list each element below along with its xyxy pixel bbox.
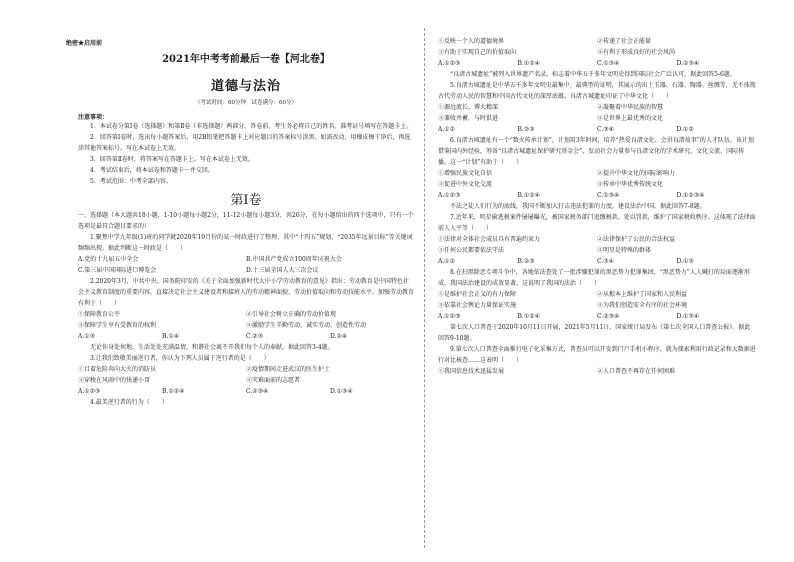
- statement-item: ④明星是特殊的群体: [597, 247, 652, 254]
- statement-item: ①我国信息技术迅猛发展: [438, 368, 505, 375]
- section-title: 第Ⅰ卷: [230, 193, 262, 208]
- statement-item: ②凝聚着中华民族的智慧: [597, 104, 664, 111]
- statement-item: ②法律保护了公民的合法权益: [597, 236, 676, 243]
- answer-list: [78, 386, 414, 397]
- left-column: [78, 36, 414, 408]
- option: B.中国共产党成立100周年庆祝大会: [246, 256, 342, 263]
- answer-option: C.②③④: [597, 313, 620, 320]
- statement-item: ②人口普查不再存在任何困难: [597, 368, 676, 375]
- statement-item: ④灾难面前的志愿者: [246, 377, 301, 384]
- statement-item: ④传承中华优秀传统文化: [597, 181, 664, 188]
- statement-item: ④激励学生辛勤劳动、诚实劳动、创造性劳动: [246, 322, 367, 329]
- subject-title: 道德与法治: [210, 79, 281, 94]
- statement-item: ③促进中外文化交流: [438, 181, 493, 188]
- answer-option: B.①②④: [517, 192, 540, 199]
- answer-option: C.②③: [246, 333, 264, 340]
- answer-option: C.①③④: [597, 192, 620, 199]
- answer-option: A.①③: [78, 333, 95, 340]
- answer-option: D.②③④: [676, 60, 700, 67]
- answer-option: A.①②: [438, 258, 455, 265]
- option: D.十三届全国人大三次会议: [246, 267, 319, 274]
- statement-item: ①保障教育公平: [78, 311, 121, 318]
- note-item: 4．考试结束后，将本试卷和答题卡一并交回。: [90, 167, 214, 174]
- statement-item: ③穿梭在风雨中的快递小哥: [78, 377, 151, 384]
- section-instruction: 一、选择题（本大题共18小题，1-10小题每小题2分，11-12小题每小题3分，共26分，在每小题给出的四个选项中，只有一个选项是最符合题目要求的）: [78, 212, 414, 230]
- statement-item: ③保障学生享有受教育的权利: [78, 322, 157, 329]
- statement-item: ①目着危险奔向大火的消防员: [78, 366, 157, 373]
- answer-option: C.③④: [597, 258, 615, 265]
- question-stem: 5.良渚古城遗址是中华五千多年文明史最集中、最典型的证明，其展示的出土玉器、石器、陶器、丝绸等，无不体现古代劳动人民的智慧和中国古代文化的深厚底蕴。良渚古城遗址印证了中华文化（ ）: [438, 82, 756, 100]
- answer-option: D.①③④: [676, 313, 700, 320]
- statement-item: ②引导社会树立正确的劳动价值观: [246, 311, 337, 318]
- item-list: [438, 168, 756, 190]
- item-list: [438, 366, 756, 377]
- answer-option: D.①②③④: [676, 192, 705, 199]
- question-stem: 1.聚焦中学九年级(1)班的同学就2020年10月份的某一时政进行了整理，其中“十四五”规划、“2035年远景目标”等关键词频频出现。据此判断这一时政是（ ）: [78, 234, 413, 252]
- item-list: [78, 309, 414, 331]
- statement-item: ②提升中华文化的国际影响力: [597, 170, 676, 177]
- question-stem: 9.第七次人口普查全面推行电子化采集方式，普查员可以开发到门户手机小程序，就为探索利用行政记录和大数据进行对比核查……这表明（ ）: [438, 346, 756, 364]
- answer-option: B.①②④: [517, 60, 540, 67]
- answer-option: A.①②③: [438, 313, 461, 320]
- answer-list: [438, 190, 756, 201]
- column-divider: [424, 28, 425, 548]
- answer-option: B.②③: [517, 126, 535, 133]
- statement-item: ②传递了社会正能量: [597, 38, 652, 45]
- statement-item: ③兼收并蓄，与时俱进: [438, 115, 499, 122]
- question-stem: 8.在扫黑除恶专项斗争中，各地依法查处了一批涉嫌犯罪的黑恶势力犯罪集团，“黑恶势力”人人喊打的局面逐渐形成，我国法治建设的成效显著，这说明了我国的法治（ ）: [438, 269, 750, 287]
- answer-option: B.②③: [517, 258, 535, 265]
- exam-title: 2021年中考考前最后一卷【河北卷】: [162, 54, 330, 65]
- right-column: [438, 36, 756, 377]
- answer-option: B.①④: [162, 333, 180, 340]
- note-item: 2．回答第Ⅰ卷时，选出每小题答案后，用2B铅笔把答题卡上对应题目的答案标号涂黑。如需改动，用橡皮擦干净后，再选涂其他答案标号。写在本试卷上无效。: [78, 134, 411, 152]
- question-stem: 3.让我们致敬美丽逆行者，你认为下列人员属于逆行者的是（ ）: [90, 355, 270, 362]
- answer-list: [438, 256, 756, 267]
- question-stem: 6.良渚古城遗址有一个“数火传承计划”，计划用3年时间，培养“热爱良渚文化、会讲良渚故事”的人才队伍。该计划借鉴国内外经验，筹备“良渚古城遗址保护研究基金会”，发动社会力量参与良渚文化的学术研究、文化交流、国际传播。这一“计划”有助于（ ）: [438, 137, 754, 166]
- item-list: [78, 364, 414, 386]
- question-stem: 2.2020年3月，中共中央、国务院印发的《关于全面加强新时代大中小学劳动教育的意见》指出：劳动教育是中国特色社会主义教育制度的重要内容，直接决定社会主义建设者和接班人的劳动精神面貌、劳动价值取向和劳动技能水平。加强劳动教育有利于（ ）: [78, 278, 415, 307]
- statement-item: ①反映一个人的道德境界: [438, 38, 505, 45]
- statement-item: ④有利于形成良好的社会风尚: [597, 49, 676, 56]
- statement-item: ①增强民族文化自信: [438, 170, 493, 177]
- statement-item: ①是维护社会正义的有力保障: [438, 291, 517, 298]
- answer-option: D.①②: [676, 126, 694, 133]
- exam-info: （考试时间：60分钟 试卷满分：60分）: [195, 100, 297, 106]
- statement-item: ②疫情期间走进武汉的医生护士: [246, 366, 331, 373]
- answer-option: A.①②③: [78, 388, 101, 395]
- answer-option: D.②④: [330, 333, 348, 340]
- answer-list: [78, 331, 414, 342]
- option: C.第三届中国国际进口博览会: [78, 267, 157, 274]
- statement-item: ④为我们创造安全有序的社会环境: [597, 302, 688, 309]
- statement-item: ③任何公民都要依法守法: [438, 247, 505, 254]
- answer-list: [438, 311, 756, 322]
- statement-item: ③有助于实现自己的价值取向: [438, 49, 517, 56]
- answer-option: D.①③④: [330, 388, 353, 395]
- question-stem: 4.最美逆行者的行为（ ）: [90, 399, 168, 406]
- secret-mark: 绝密★启用前: [66, 40, 103, 47]
- statement-item: ②从根本上维护了国家和人民利益: [597, 291, 688, 298]
- statement-item: ④是世界上最优秀的文化: [597, 115, 664, 122]
- notes-title: 注意事项：: [78, 114, 109, 121]
- statement-item: ①源远流长、博大精深: [438, 104, 499, 111]
- answer-option: C.②③④: [246, 388, 269, 395]
- statement-item: ③依靠社会舆论力量保证实施: [438, 302, 517, 309]
- material-lead: “良渚古城遗址”被列入世界遗产名录，标志着中华五千多年文明史得到国际社会广泛认可。据此回答5-6题。: [450, 71, 736, 78]
- answer-list: [438, 58, 756, 69]
- statement-item: ①法律对全体社会成员具有普遍约束力: [438, 236, 541, 243]
- answer-option: B.①②④: [517, 313, 540, 320]
- note-item: 3．回答第Ⅱ卷时，将答案写在答题卡上。写在本试卷上无效。: [90, 156, 254, 163]
- answer-list: [438, 124, 756, 135]
- material-lead: 无论你身处何地，生活处处充满温情，和谐社会离不开我们每个人的奉献。据此回答3-4题。: [90, 344, 334, 351]
- answer-option: A.①②: [438, 126, 455, 133]
- answer-option: B.①②④: [162, 388, 185, 395]
- answer-option: A.①②③: [438, 192, 461, 199]
- answer-option: A.①②③: [438, 60, 461, 67]
- item-list: [438, 234, 756, 256]
- answer-option: D.①③: [676, 258, 694, 265]
- option: A.党的十九届五中全会: [78, 256, 139, 263]
- note-item: 1．本试卷分第Ⅰ卷（选择题）和第Ⅱ卷（非选择题）两部分。答卷前，考生务必将自己的姓名、准考证号填写在答题卡上。: [90, 123, 413, 130]
- answer-option: C.③④: [597, 126, 615, 133]
- item-list: [438, 102, 756, 124]
- note-item: 5．考试范围：中考全部内容。: [90, 178, 172, 185]
- item-list: [438, 289, 756, 311]
- material-lead: 不法之徒人们行为的底线，我国不断加大打击违法犯罪的力度，建设法治中国。据此回答7-8题。: [450, 203, 706, 210]
- material-lead: 第七次人口普查于2020年10月11日开展，2021年5月11日，国家统计局发布《第七次全国人口普查公报》。据此回答9-10题。: [438, 324, 751, 342]
- item-list: [438, 36, 756, 58]
- answer-option: C.①③④: [597, 60, 620, 67]
- option-list: [78, 254, 414, 276]
- question-stem: 7.近年来，明星偷逃税案件屡屡曝光，被国家税务部门追缴税款、处以罚款，维护了国家税收秩序。这体现了法律面前人人平等（ ）: [438, 214, 756, 232]
